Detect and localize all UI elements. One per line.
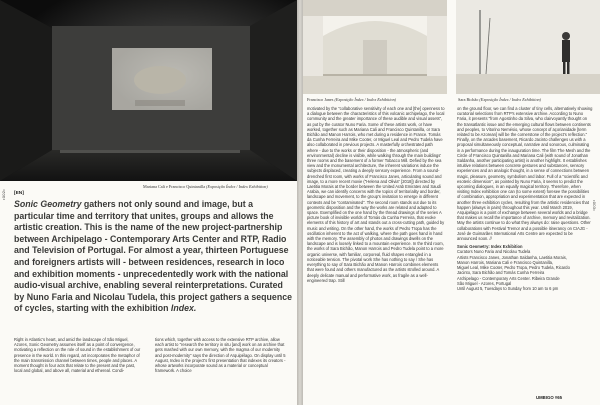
credits-line: Manon Harrois, Mariana Cali e Francisco Quintanilla, — [457, 259, 554, 265]
gallery-arcade-image — [303, 0, 447, 94]
right-side-page-number: •003• — [592, 200, 597, 211]
right-photo-caption-2 — [458, 97, 541, 102]
credits-line: Archipelago - Contemporary Arts Center. Ribeira Grande — [457, 275, 560, 281]
credits-line: Curators Nuno Faria and Nicolau Tudela — [457, 249, 531, 255]
magazine-folio: UMBIGO #65 — [536, 395, 563, 400]
caption-title: Mariana Cali e Francisco Quintanilla — [143, 184, 206, 189]
credits-title: Sonic Geometry: Index Exhibition — [457, 244, 523, 250]
installation-photo-mariana-cali — [0, 0, 297, 181]
lead-title-emphasis: Sonic Geometry — [14, 199, 82, 209]
left-column-2-text: tions which, together with access to the extensive RTP archive, allow each artist to "research the territory in situ [and] work on an archive that gets mashed with our own memory, with the magma of our modernity and post-modernity" says the direction of Arquipélago. On display until 5 August, Index is the project's first presentation that indexes its creators - whose artworks incorporate sound as a material or conceptual framework. A choice — [155, 337, 286, 374]
caption-event: (Exposição Índex / Index Exhibition) — [206, 184, 268, 189]
credits-line: Miguel Leal, Mike Cooter, Pedro Tropa, Pedro Tudela, Ricardo — [457, 265, 570, 271]
caption-event: (Exposição Índex / Index Exhibition) — [479, 97, 542, 102]
right-photo-caption-1 — [307, 97, 396, 102]
caption-title: Francisco Janes — [307, 97, 334, 102]
left-page — [0, 0, 297, 405]
right-column-1-text: motivated by the "collaborative sensitivity of each one and [the] openness to a dialogue between the characteristics of this volcanic archipelago, the local community and the greater importance of these audible and visual assets", as put by the curator Nuno Faria. Some of these artists work, or have worked, together such as Mariana Cali and Francisco Quintanilla, or Sara Bichão and Manon Harrois, who met during a residence in France. Tomás da Cunha Ferreira and Mike Cooter, or Miguel Leal and Pedro Tudela have also collaborated in previous projects. A masterfully orchestrated path where - due to the works or their disposition - the atmospheric (and environmental) decline is visible, while walking through the main buildings' three rooms and the basement of a former Tobacco Mill. Defied by the sea view and the monumental architecture, the inherent variations induce the subjects displaced, creating a deeply sensory experience. From a sound-drenched first room, with works of Francisco Janes, articulating sound and image, to a more recent movie ("Helena and Olivia" [2018]) directed by Laetitia Morais at the border between the United Arab Emirates and Saudi Arabia, we can identify concerns with the topics of territoriality and border, landscape and movement, to the group's invitation to emerge in different contexts and be "contaminated". The second room stands out due to its geometric disposition and the way the works are related and adapted to space. Exemplified on the one hand by the thread drawings of the series A picture book of invisible worlds of Tomás da Cunha Ferreira, that evoke elements of this history of art and stands out a cross-cutting path, guided by music and writing. On the other hand, the works of Pedro Tropa has the oscillation inherent to the act of walking, where the path goes hand in hand with the memory. The assembly of photos and drawings dwells on the landscape and is loosely linked to a mountain experience. In the third room, the works of Sara Bichão, Manon Harrois and Pedro Tudela point to a more organic universe, with familiar, corporeal, fluid shapes entangled in a noticeable tension. The pivotal work She has nothing to say / She has everything to say of Sara Bichão and Manon Harrois combines elements that were found and others manufactured as the artists strolled around. A deeply delicate manual and performative work, as fragile as a well-engineered trap. Still — [307, 106, 445, 283]
caption-title: Sara Bichão — [458, 97, 479, 102]
left-column-1 — [14, 337, 142, 376]
left-column-2 — [155, 337, 287, 376]
right-column-2 — [457, 106, 593, 291]
left-side-page-number: •002• — [1, 189, 6, 200]
installation-photo-sara-bichao — [456, 0, 600, 94]
installation-photo-francisco-janes — [303, 0, 447, 94]
exhibition-credits — [457, 244, 593, 291]
credits-line: Until August 5, Tuesdays to Sunday from 10 am to 6 pm — [457, 285, 559, 291]
right-column-2-text: on the ground floor, we can find a cluster of tiny cells, alternatively showing curatorial selections from RTP's extensive archive. According to Nuno Faria, it presents "from Agostinho da Silva, who clairvoyantly thought on the transatlantic issue and the emerging cultural flows between continents and peoples, to Vitorino Nemésio, whose concept of açorianidade [term related to be Azorean] will be the cornerstone of the project's reflection." Finally, on the arcades basement, Ricardo Jacinto challenges us with a proposal simultaneously conceptual, narrative and sonorous, culminating in a performance during the inauguration time. The film The Mesh and the Circle of Francisco Quintanilla and Mariana Cali (with sound of Jonathan Saldanha, another participating artist) is another highlight. It establishes intuitive relations between concrete gestures and substances, sensory experiences and an analogic thought, in a sense of connections between magic, pleasure, geometry, symbolism and labor. Full of a "scientific and esoteric dimension", as pointed by Nuno Faria, it seems to predict the upcoming dialogues, in an equally magical territory. Therefore, when visiting Index exhibition one can (to some extent) foresee the possibilities of combination, appropriation and experimentation that are expected in another three exhibition cycles, resulting from the artistic residencies that happen (always in pairs) throughout this year. Until March 2019, Arquipélago is a point of exchange between several worlds and a bridge that makes us recall the importance of archive, memory and revitalization. May the artists continue to do what they always do: raise questions. Other collaborations with Festival Tremor and a possible itinerancy on CIAJG - José de Guimarães International Arts Centre are expected to be announced soon. // — [457, 106, 593, 242]
right-page — [303, 0, 600, 405]
credits-line: Artists Francisco Janes, Jonathan Saldanha, Laetitia Morais, — [457, 254, 567, 260]
lead-paragraph: Sonic Geometry gathers not only sound and image, but a particular time and territory that unites, groups and allows the artistic creation. This is the name of the new project-partnership between Archipelago - Contemporary Arts Center and RTP, Radio and Television of Portugal. For almost a year, thirteen Portuguese and foreigners artists will - between residences, research in loco and exhibition moments - unprecedentedly work with the national audio-visual archive, enabling several reinterpretations. Curated by Nuno Faria and Nicolau Tudela, this project gathers a sequence of cycles, starting with the exhibition Index. — [14, 199, 292, 314]
dark-gallery-image — [0, 0, 297, 181]
language-tag: [EN] — [14, 191, 24, 196]
gallery-figure-image — [456, 0, 600, 94]
right-column-1 — [307, 106, 445, 286]
lead-index-emphasis: Index. — [170, 303, 197, 314]
left-column-1-text: Right in Atlantic's heart, and amid the landscape of São Miguel, Azores, Sonic Geometry assumes itself as a point of convergence, motivating a reflection on the role of sound in the establishment of our presence in the world. In this regard, art incorporates the metaphor of the main transmission channel between times, people and places. A moment thought in four acts that relate to the present and the past, local and global, and above all, material and ethereal. Condi- — [14, 337, 141, 374]
credits-line: Jacinto, Sara Bichão and Tomás Cunha Ferreira — [457, 270, 545, 276]
left-photo-caption — [143, 184, 268, 189]
caption-event: (Exposição Índex / Index Exhibition) — [334, 97, 397, 102]
credits-line: São Miguel - Azores, Portugal — [457, 280, 512, 286]
